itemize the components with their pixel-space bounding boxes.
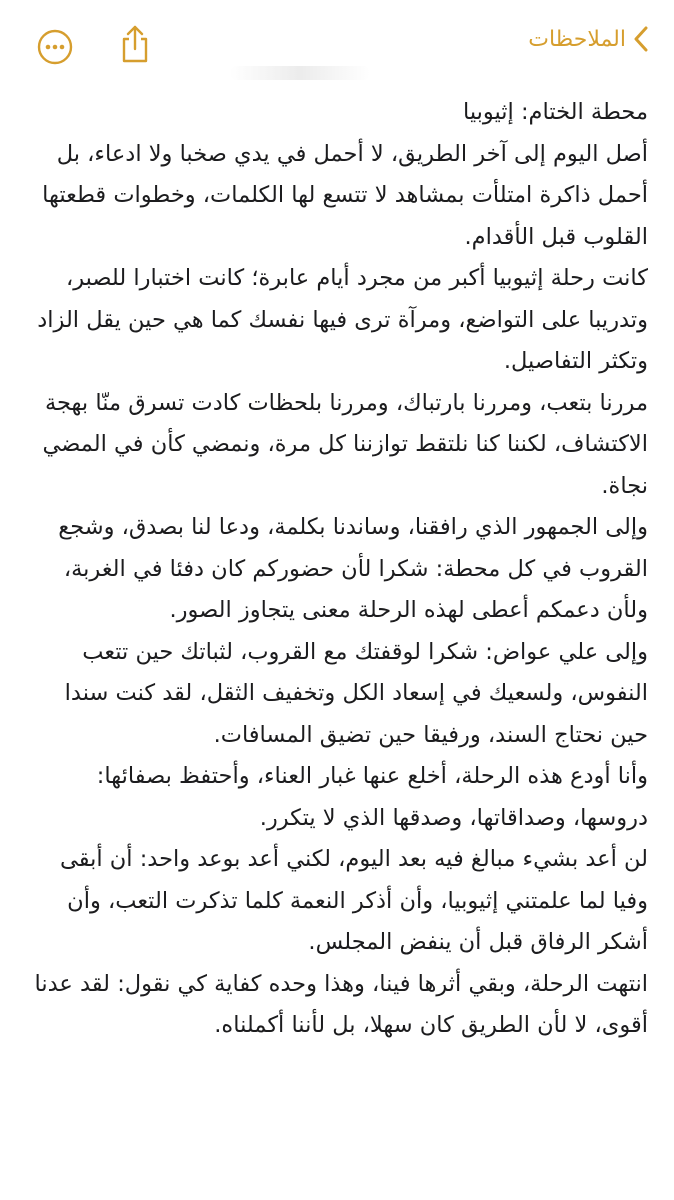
note-paragraph: وإلى علي عواض: شكرا لوقفتك مع القروب، لثباتك حين تتعب النفوس، ولسعيك في إسعاد الكل وتخفيف الثقل، لقد كنت سندا حين نحتاج السند، ورفيقا حين تضيق المسافات. [64, 638, 648, 748]
share-button[interactable] [118, 24, 152, 64]
note-paragraph: أصل اليوم إلى آخر الطريق، لا أحمل في يدي صخبا ولا ادعاء، بل أحمل ذاكرة امتلأت بمشاهد لا تتسع لها الكلمات، وخطوات قطعتها القلوب قبل الأقدام. [42, 140, 648, 250]
note-title: محطة الختام: إثيوبيا [462, 99, 648, 125]
note-paragraph: لن أعد بشيء مبالغ فيه بعد اليوم، لكني أعد بوعد واحد: أن أبقى وفيا لما علمتني إثيوبيا، وأن أذكر النعمة كلما تذكرت التعب، وأن أشكر الرفاق قبل أن ينفض المجلس. [59, 846, 648, 955]
back-button-label: الملاحظات [528, 26, 626, 52]
note-paragraph: وأنا أودع هذه الرحلة، أخلع عنها غبار العناء، وأحتفظ بصفائها: دروسها، وصداقاتها، وصدقها الذي لا يتكرر. [96, 763, 648, 831]
back-button[interactable] [528, 26, 648, 52]
chevron-left-icon [634, 26, 648, 52]
note-paragraph: كانت رحلة إثيوبيا أكبر من مجرد أيام عابرة؛ كانت اختبارا للصبر، وتدريبا على التواضع، ومرآة ترى فيها نفسك كما هي حين يقل الزاد وتكثر التفاصيل. [37, 265, 648, 374]
share-icon [118, 24, 152, 64]
note-paragraph: مررنا بتعب، ومررنا بارتباك، ومررنا بلحظات كادت تسرق منّا بهجة الاكتشاف، لكننا كنا نلتقط توازننا كل مرة، ونمضي كأن في المضي نجاة. [42, 389, 648, 499]
note-paragraph: وإلى الجمهور الذي رافقنا، وساندنا بكلمة، ودعا لنا بصدق، وشجع القروب في كل محطة: شكرا لأن حضوركم كان دفئا في الغربة، ولأن دعمكم أعطى لهذه الرحلة معنى يتجاوز الصور. [58, 514, 648, 623]
note-body[interactable] [22, 92, 648, 1047]
note-paragraph: انتهت الرحلة، وبقي أثرها فينا، وهذا وحده كفاية كي نقول: لقد عدنا أقوى، لا لأن الطريق كان سهلا، بل لأننا أكملناه. [34, 970, 648, 1038]
faded-date-text [230, 66, 370, 80]
more-button[interactable] [36, 28, 74, 66]
more-icon [36, 28, 74, 66]
